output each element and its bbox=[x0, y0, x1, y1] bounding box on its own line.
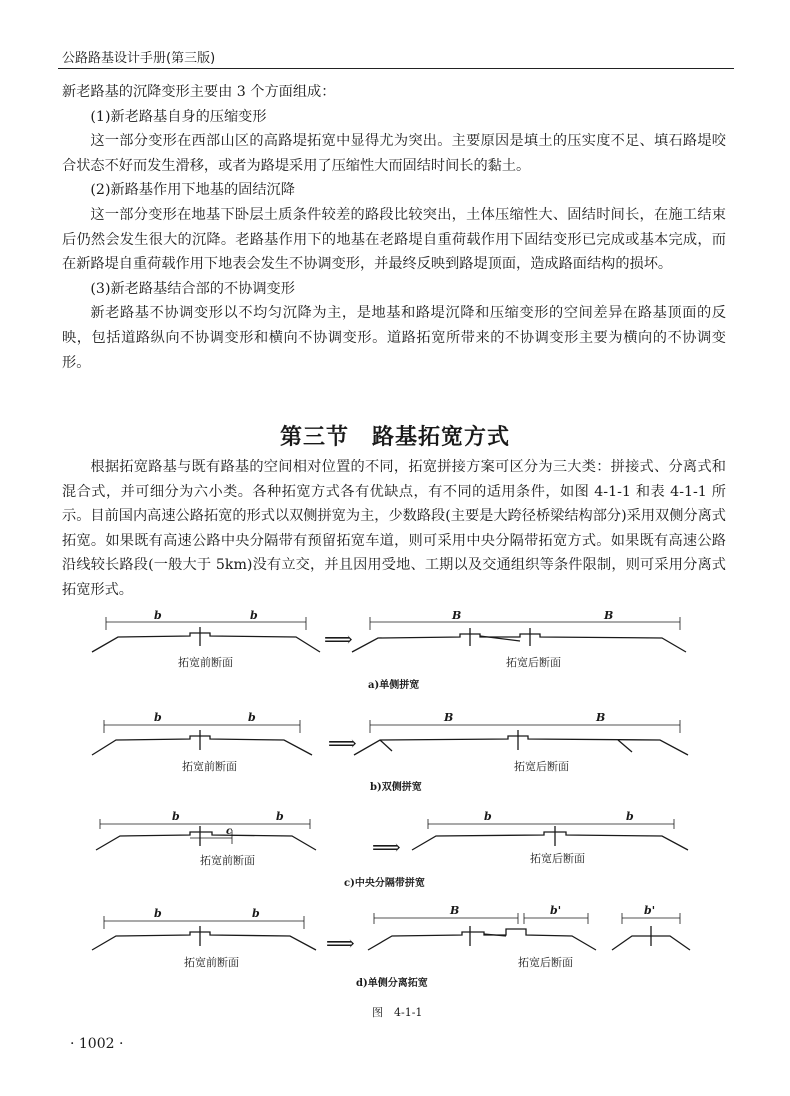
after-section bbox=[354, 720, 688, 755]
page-number: · 1002 · bbox=[70, 1036, 124, 1052]
panel-c bbox=[96, 810, 688, 889]
arrow-icon: ⟹ bbox=[324, 627, 353, 651]
paragraph: 这一部分变形在地基下卧层土质条件较差的路段比较突出，土体压缩性大、固结时间长，在施工结束后仍然会发生很大的沉降。老路基作用下的地基在老路堤自重荷载作用下固结变形已完成或基本完成，而在新路堤自重荷载作用下地表会发生不协调变形，并最终反映到路堤顶面，造成路面结构的损坏。 bbox=[62, 206, 726, 273]
dim-label: b bbox=[626, 810, 634, 823]
before-section bbox=[92, 720, 312, 755]
dim-label: b bbox=[248, 711, 256, 724]
dim-label: b bbox=[172, 810, 180, 823]
subheading: (1)新老路基自身的压缩变形 bbox=[90, 108, 267, 125]
after-section bbox=[412, 819, 688, 850]
before-label: 拓宽前断面 bbox=[178, 656, 233, 669]
after-label: 拓宽后断面 bbox=[530, 852, 585, 865]
dim-label: b bbox=[154, 711, 162, 724]
panel-caption: c)中央分隔带拼宽 bbox=[344, 878, 425, 889]
panel-d bbox=[92, 904, 690, 989]
dim-label: B bbox=[596, 711, 606, 724]
dim-label: b' bbox=[550, 904, 562, 917]
arrow-icon: ⟹ bbox=[326, 931, 355, 955]
dim-label: b bbox=[154, 907, 162, 920]
before-section bbox=[92, 916, 316, 950]
after-section bbox=[368, 913, 596, 950]
paragraph: 根据拓宽路基与既有路基的空间相对位置的不同，拓宽拼接方案可区分为三大类：拼接式、分离式和混合式，并可细分为六小类。各种拓宽方式各有优缺点，有不同的适用条件，如图 4-1-1 和表 4-1-1 所示。目前国内高速公路拓宽的形式以双侧拼宽为主，少数路段(主要是大跨径桥梁结构部分)采用双侧分离式拓宽。如果既有高速公路中央分隔带有预留拓宽车道，则可采用中央分隔带拓宽方式。如果既有高速公路沿线较长路段(一般大于 5km)没有立交，并且因用受地、工期以及交通组织等条件限制，则可采用分离式拓宽形式。 bbox=[62, 459, 726, 598]
running-header: 公路路基设计手册(第三版) bbox=[62, 51, 216, 66]
before-label: 拓宽前断面 bbox=[200, 854, 255, 867]
panel-caption: b)双侧拼宽 bbox=[370, 782, 422, 793]
after-label: 拓宽后断面 bbox=[518, 956, 573, 969]
figure-caption: 图 4-1-1 bbox=[372, 1006, 423, 1019]
arrow-icon: ⟹ bbox=[328, 731, 357, 755]
after-label: 拓宽后断面 bbox=[506, 656, 561, 669]
dim-label: b bbox=[252, 907, 260, 920]
before-label: 拓宽前断面 bbox=[184, 956, 239, 969]
dim-label: c bbox=[226, 826, 233, 837]
dim-label: B bbox=[450, 904, 460, 917]
panel-caption: a)单侧拼宽 bbox=[368, 680, 420, 691]
before-label: 拓宽前断面 bbox=[182, 760, 237, 773]
dim-label: b bbox=[250, 609, 258, 622]
header-rule bbox=[58, 68, 734, 69]
dim-label: B bbox=[444, 711, 454, 724]
body-text-block-2 bbox=[62, 455, 726, 603]
dim-label: B bbox=[604, 609, 614, 622]
paragraph: 这一部分变形在西部山区的高路堤拓宽中显得尤为突出。主要原因是填土的压实度不足、填石路堤咬合状态不好而发生滑移，或者为路堤采用了压缩性大而固结时间长的黏土。 bbox=[62, 133, 726, 174]
dim-label: b' bbox=[644, 904, 656, 917]
paragraph: 新老路基的沉降变形主要由 3 个方面组成： bbox=[62, 84, 336, 100]
paragraph: 新老路基不协调变形以不均匀沉降为主，是地基和路堤沉降和压缩变形的空间差异在路基顶面的反映，包括道路纵向不协调变形和横向不协调变形。道路拓宽所带来的不协调变形主要为横向的不协调变形。 bbox=[62, 305, 726, 371]
before-section bbox=[96, 819, 316, 850]
figure-4-1-1 bbox=[0, 600, 790, 1030]
subheading: (2)新路基作用下地基的固结沉降 bbox=[90, 182, 295, 199]
separate-section bbox=[612, 913, 690, 950]
panel-b bbox=[92, 711, 688, 793]
after-section bbox=[352, 617, 686, 652]
panel-caption: d)单侧分离拓宽 bbox=[356, 978, 428, 989]
subheading: (3)新老路基结合部的不协调变形 bbox=[90, 280, 295, 297]
dim-label: b bbox=[154, 609, 162, 622]
dim-label: B bbox=[452, 609, 462, 622]
body-text-block-1 bbox=[62, 80, 726, 375]
before-section bbox=[92, 617, 320, 652]
after-label: 拓宽后断面 bbox=[514, 760, 569, 773]
panel-a bbox=[92, 609, 686, 691]
dim-label: b bbox=[276, 810, 284, 823]
dim-label: b bbox=[484, 810, 492, 823]
section-title: 第三节 路基拓宽方式 bbox=[279, 425, 510, 450]
arrow-icon: ⟹ bbox=[372, 835, 401, 859]
